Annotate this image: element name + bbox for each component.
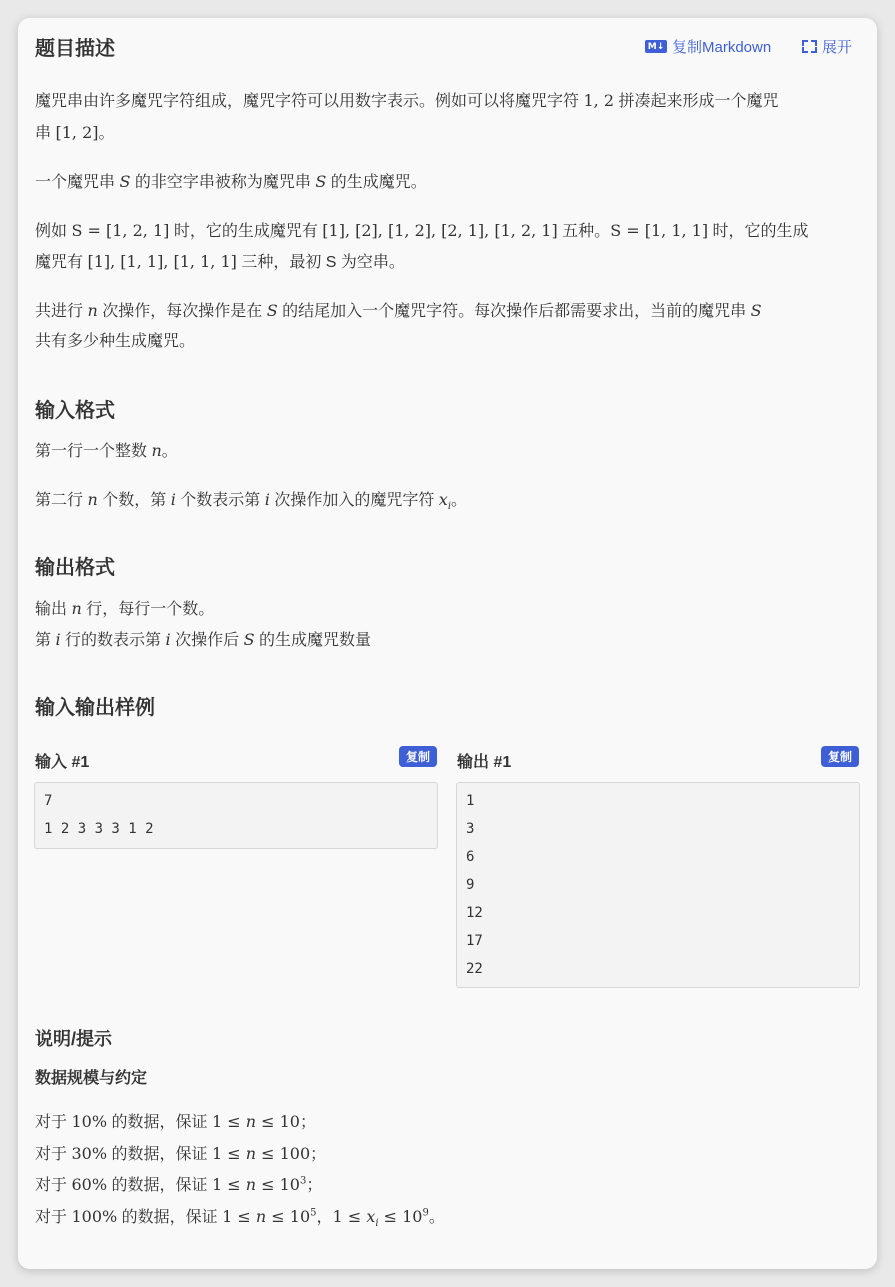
sample-input-box[interactable] (34, 782, 438, 849)
desc-para1-line1: 魔咒串由许多魔咒字符组成，魔咒字符可以用数字表示。例如可以将魔咒字符 1, 2 拼凑起来形成一个魔咒 (35, 91, 779, 110)
section-title-input-format: 输入格式 (35, 400, 115, 422)
hint-line-2: 对于 30% 的数据，保证 1 ≤ n ≤ 100； (35, 1144, 327, 1163)
problem-card (18, 18, 877, 1269)
hint-line-3: 对于 60% 的数据，保证 $1 \le n \le 10^3$； (35, 1175, 323, 1194)
expand-button[interactable] (802, 36, 852, 57)
hint-line-1: 对于 10% 的数据，保证 1 ≤ n ≤ 10； (35, 1112, 316, 1131)
sample-input-line: 1 2 3 3 3 1 2 (44, 821, 154, 837)
sample-output-line: 6 (466, 849, 475, 865)
markdown-icon: M↓ (645, 40, 667, 53)
input-format-line2: 第二行 n 个数，第 i 个数表示第 i 次操作加入的魔咒字符 $x_i$。 (35, 490, 468, 513)
copy-markdown-button[interactable] (645, 36, 771, 57)
expand-label: 展开 (822, 39, 853, 56)
copy-output-button[interactable]: 复制 (821, 746, 859, 767)
input-format-line1: 第一行一个整数 n。 (35, 441, 178, 460)
sample-output-line: 3 (466, 821, 475, 837)
hint-line-4: 对于 100% 的数据，保证 $1 \le n \le 10^5$，$1 \le x_i \le 10^9$。 (35, 1207, 445, 1230)
section-title-samples: 输入输出样例 (35, 697, 155, 719)
sample-output-line: 9 (466, 877, 475, 893)
desc-para1-line2: 串 [1, 2]。 (35, 123, 115, 142)
section-title-hint: 说明/提示 (35, 1029, 113, 1049)
output-format-line2: 第 i 行的数表示第 i 次操作后 S 的生成魔咒数量 (35, 630, 371, 649)
desc-para3-line2: 魔咒有 [1], [1, 1], [1, 1, 1] 三种，最初 S 为空串。 (35, 252, 405, 271)
section-title-description: 题目描述 (35, 38, 115, 60)
output-format-line1: 输出 n 行，每行一个数。 (35, 599, 215, 618)
desc-para2: 一个魔咒串 S 的非空字串被称为魔咒串 S 的生成魔咒。 (35, 172, 427, 191)
sample-output-line: 17 (466, 933, 483, 949)
sample-output-box[interactable] (456, 782, 860, 988)
copy-markdown-label: 复制Markdown (672, 39, 772, 56)
hint-subtitle: 数据规模与约定 (35, 1070, 148, 1087)
sample-output-line: 12 (466, 905, 483, 921)
desc-para4-line1: 共进行 n 次操作，每次操作是在 S 的结尾加入一个魔咒字符。每次操作后都需要求出，当前的魔咒串 S (35, 301, 762, 320)
sample-input-line: 7 (44, 793, 53, 809)
expand-icon (802, 40, 817, 53)
sample-output-line: 22 (466, 961, 483, 977)
copy-input-button[interactable]: 复制 (399, 746, 437, 767)
sample-output-line: 1 (466, 793, 475, 809)
sample-output-label: 输出 #1 (457, 754, 512, 771)
desc-para3-line1: 例如 S = [1, 2, 1] 时，它的生成魔咒有 [1], [2], [1, 2], [2, 1], [1, 2, 1] 五种。S = [1, 1, 1] 时，它的生成 (35, 221, 809, 240)
desc-para4-line2: 共有多少种生成魔咒。 (35, 333, 196, 350)
sample-input-label: 输入 #1 (35, 754, 90, 771)
section-title-output-format: 输出格式 (35, 557, 115, 579)
